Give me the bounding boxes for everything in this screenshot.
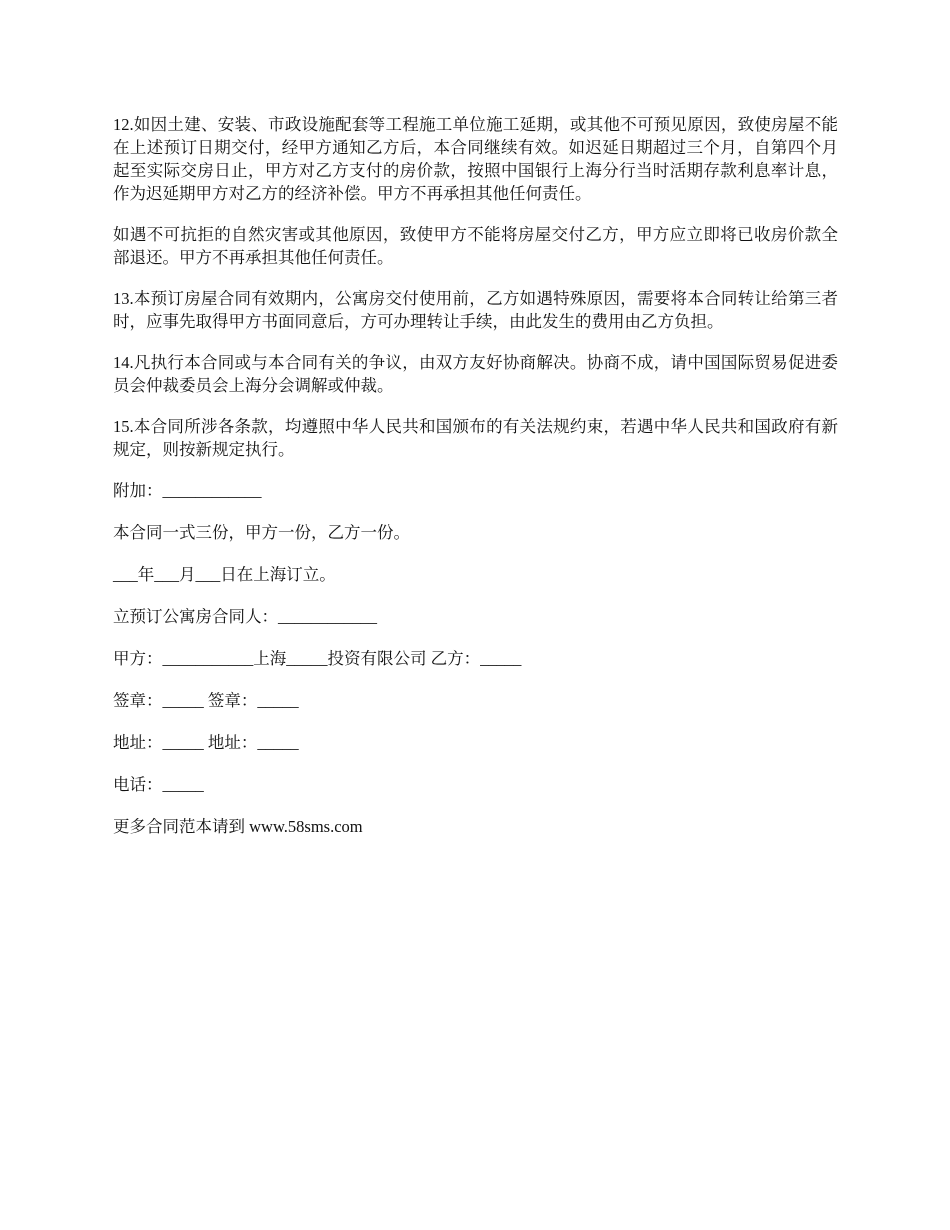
clause-15-law: 15.本合同所涉各条款，均遵照中华人民共和国颁布的有关法规约束，若遇中华人民共和国政府有新规定，则按新规定执行。 xyxy=(113,417,838,459)
copies-line: 本合同一式三份，甲方一份，乙方一份。 xyxy=(113,523,410,542)
clause-13-transfer: 13.本预订房屋合同有效期内，公寓房交付使用前，乙方如遇特殊原因，需要将本合同转让给第三者时，应事先取得甲方书面同意后，方可办理转让手续，由此发生的费用由乙方负担。 xyxy=(113,289,838,331)
clause-14-dispute: 14.凡执行本合同或与本合同有关的争议，由双方友好协商解决。协商不成，请中国国际贸易促进委员会仲裁委员会上海分会调解或仲裁。 xyxy=(113,353,838,395)
clause-12-delivery-delay: 12.如因土建、安装、市政设施配套等工程施工单位施工延期，或其他不可预见原因，致使房屋不能在上述预订日期交付，经甲方通知乙方后，本合同继续有效。如迟延日期超过三个月，自第四个月起至实际交房日止，甲方对乙方支付的房价款，按照中国银行上海分行当时活期存款利息率计息，作为迟延期甲方对乙方的经济补偿。甲方不再承担其他任何责任。 xyxy=(113,115,838,203)
clause-force-majeure: 如遇不可抗拒的自然灾害或其他原因，致使甲方不能将房屋交付乙方，甲方应立即将已收房价款全部退还。甲方不再承担其他任何责任。 xyxy=(113,225,838,267)
appendix-line: 附加：____________ xyxy=(113,481,262,500)
party-names-line: 甲方：___________上海_____投资有限公司 乙方：_____ xyxy=(113,649,522,668)
contract-party-line: 立预订公寓房合同人：____________ xyxy=(113,607,377,626)
footer-more-templates: 更多合同范本请到 www.58sms.com xyxy=(113,817,363,836)
signing-date-line: ___年___月___日在上海订立。 xyxy=(113,565,336,584)
phone-line: 电话：_____ xyxy=(113,775,204,794)
address-line: 地址：_____ 地址：_____ xyxy=(113,733,299,752)
seal-line: 签章：_____ 签章：_____ xyxy=(113,691,299,710)
